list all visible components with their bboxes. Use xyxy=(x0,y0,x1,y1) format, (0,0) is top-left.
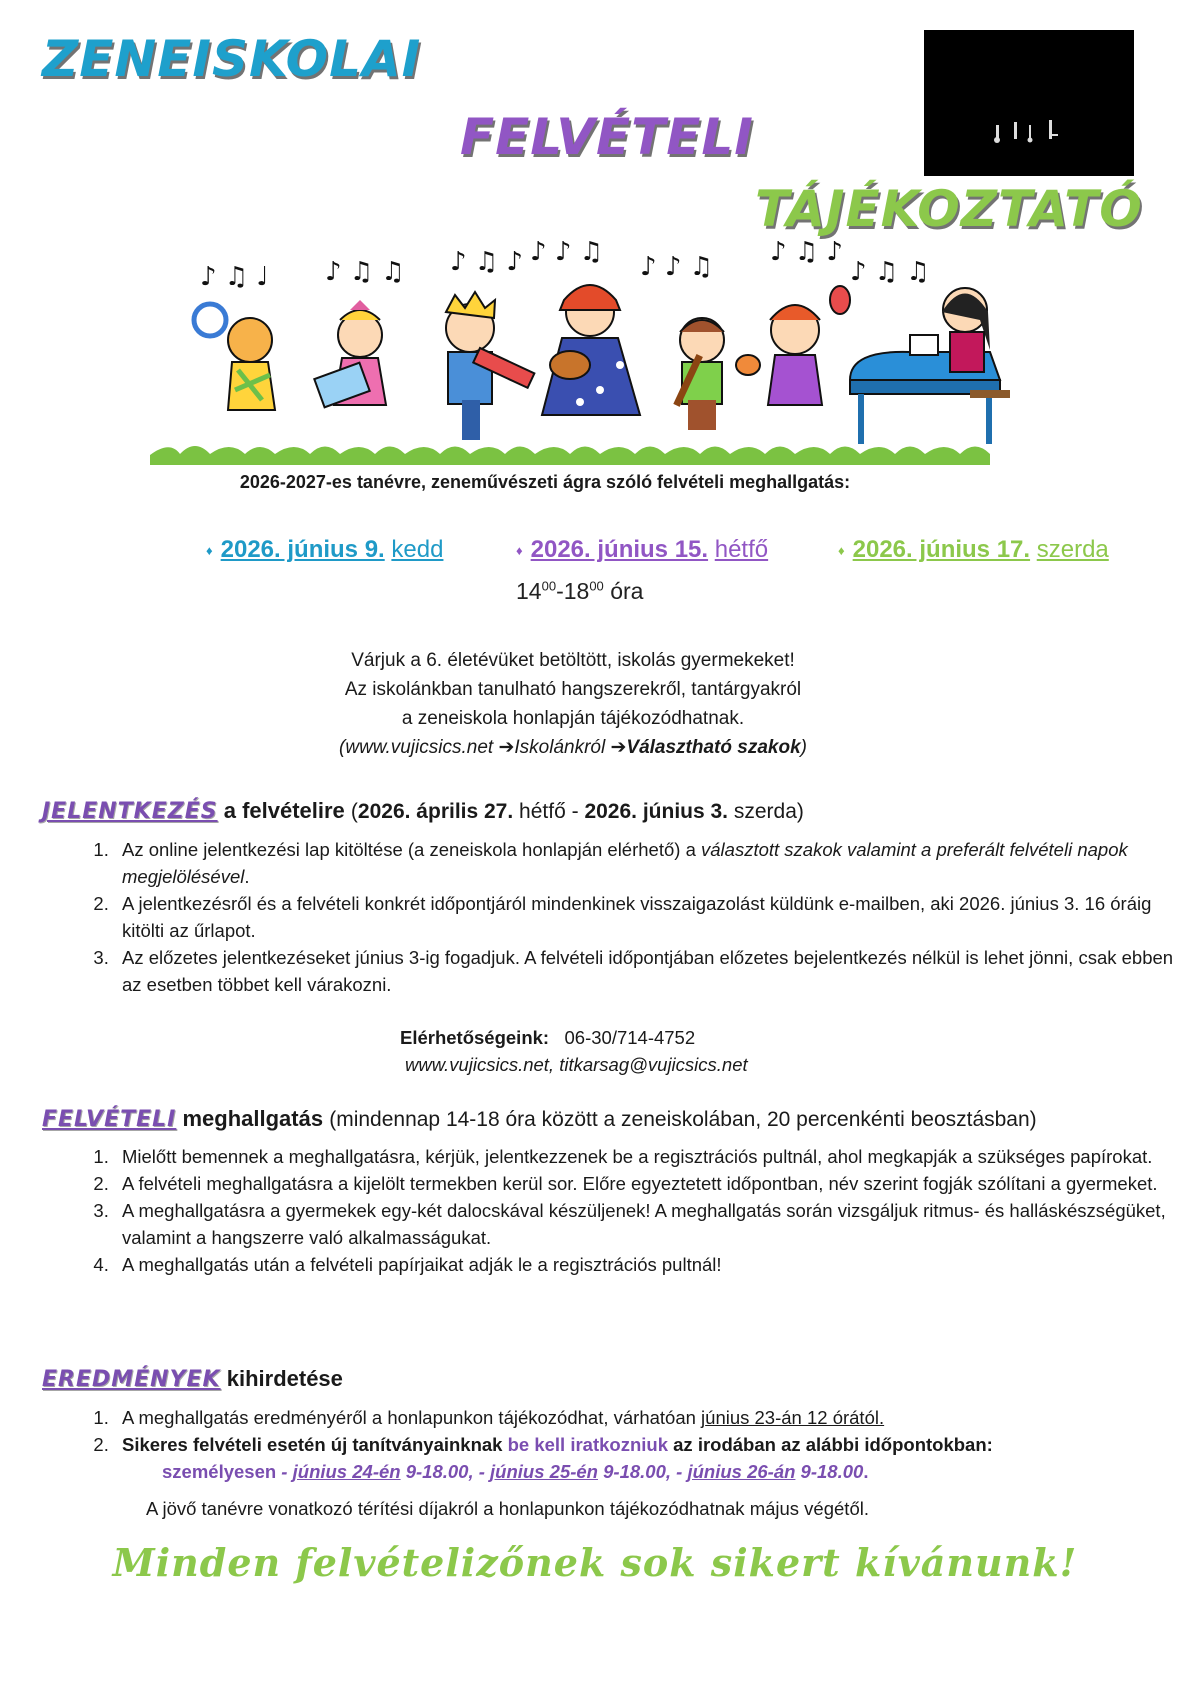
arrow-right-icon: ➔ xyxy=(498,737,515,758)
title-tajekoztato: TÁJÉKOZTATÓ xyxy=(755,180,1143,238)
section-keyword: EREDMÉNYEK xyxy=(42,1367,221,1392)
section-heading-audition: FELVÉTELI meghallgatás (mindennap 14-18 óra között a zeneiskolában, 20 percenkénti beosztásban) xyxy=(42,1106,1037,1132)
audition-date-3 xyxy=(838,536,1109,564)
date-value: 2026. június 9. xyxy=(220,536,385,563)
children-music-illustration xyxy=(150,240,1050,465)
list-item: 2. A jelentkezésről és a felvételi konkrét időpontjáról mindenkinek visszaigazolást küldünk e-mailben, aki 2026. június 3. 16 óráig kitölti az űrlapot. xyxy=(114,890,1190,944)
fee-note: A jövő tanévre vonatkozó térítési díjakról a honlapunkon tájékozódhatnak május végétől. xyxy=(146,1498,869,1519)
date-day: szerda xyxy=(1036,536,1109,563)
audition-subtitle: 2026-2027-es tanévre, zeneművészeti ágra szóló felvételi meghallgatás: xyxy=(239,472,851,492)
intro-line: Az iskolánkban tanulható hangszerekről, tantárgyakról xyxy=(344,679,802,700)
audition-date-2 xyxy=(516,536,768,564)
intro-line: a zeneiskola honlapján tájékozódhatnak. xyxy=(401,708,745,729)
results-list xyxy=(72,1404,1190,1485)
section-keyword: JELENTKEZÉS xyxy=(42,799,218,824)
website-link[interactable]: www.vujicsics.net xyxy=(345,737,494,758)
registration-list xyxy=(72,836,1190,998)
title-felveteli: FELVÉTELI xyxy=(460,108,754,166)
list-item: 1. Mielőtt bemennek a meghallgatásra, kérjük, jelentkezzenek be a regisztrációs pultnál, ahol megkapják a szükséges papírokat. xyxy=(114,1143,1190,1170)
intro-line: Várjuk a 6. életévüket betöltött, iskolás gyermekeket! xyxy=(351,650,795,671)
svg-text:♪ ♫ ♫: ♪ ♫ ♫ xyxy=(850,257,930,287)
intro-text xyxy=(0,646,1168,762)
arrow-right-icon: ➔ xyxy=(610,737,627,758)
section-heading-results: EREDMÉNYEK kihirdetése xyxy=(42,1366,343,1392)
contact-info xyxy=(400,1024,748,1078)
contact-web-email[interactable]: www.vujicsics.net, titkarsag@vujicsics.net xyxy=(405,1054,748,1075)
date-value: 2026. június 17. xyxy=(852,536,1031,563)
date-value: 2026. június 15. xyxy=(530,536,709,563)
svg-text:♪ ♫ ♪: ♪ ♫ ♪ xyxy=(770,240,844,267)
audition-date-1 xyxy=(206,536,443,564)
svg-text:♪ ♪ ♫: ♪ ♪ ♫ xyxy=(530,240,604,267)
school-logo xyxy=(924,30,1134,176)
logo-graphic xyxy=(924,30,1134,176)
diamond-bullet-icon: ♦ xyxy=(838,543,845,559)
svg-text:♪ ♫ ♫: ♪ ♫ ♫ xyxy=(325,257,405,287)
list-item: 2. A felvételi meghallgatásra a kijelölt termekben kerül sor. Előre egyeztetett időpontban, név szerint fogják szólítani a gyermeket. xyxy=(114,1170,1190,1197)
diamond-bullet-icon: ♦ xyxy=(516,543,523,559)
list-item: 3. Az előzetes jelentkezéseket június 3-ig fogadjuk. A felvételi időpontjában előzetes bejelentkezés nélkül is lehet jönni, csak ebben az esetben többet kell várakozni. xyxy=(114,944,1190,998)
list-item: 2. Sikeres felvételi esetén új tanítványainknak be kell iratkozniuk az irodában az alábbi időpontokban: személyesen - június 24-én 9-18.00, - június 25-én 9-18.00, - június 26-án 9-18.00. xyxy=(114,1431,1190,1485)
audition-list xyxy=(72,1143,1190,1278)
list-item: 4. A meghallgatás után a felvételi papírjaikat adják le a regisztrációs pultnál! xyxy=(114,1251,1190,1278)
section-heading-registration: JELENTKEZÉS a felvételire (2026. április 27. hétfő - 2026. június 3. szerda) xyxy=(42,798,804,824)
list-item: 1. Az online jelentkezési lap kitöltése (a zeneiskola honlapján elérhető) a választott szakok valamint a preferált felvételi napok megjelölésével. xyxy=(114,836,1190,890)
title-zeneiskolai: ZENEISKOLAI xyxy=(42,30,422,88)
closing-message: Minden felvételizőnek sok sikert kívánunk! xyxy=(112,1540,1078,1585)
contact-phone[interactable]: 06-30/714-4752 xyxy=(564,1027,696,1048)
svg-text:♪ ♫ ♪: ♪ ♫ ♪ xyxy=(450,247,524,277)
section-keyword: FELVÉTELI xyxy=(42,1107,177,1132)
date-day: kedd xyxy=(391,536,444,563)
website-path: (www.vujicsics.net ➔Iskolánkról ➔Választható szakok) xyxy=(339,737,807,758)
diamond-bullet-icon: ♦ xyxy=(206,543,213,559)
list-item: 3. A meghallgatásra a gyermekek egy-két dalocskával készüljenek! A meghallgatás során vizsgáljuk ritmus- és halláskészségüket, valamint a hangszerre való alkalmasságukat. xyxy=(114,1197,1190,1251)
enrollment-schedule: személyesen - június 24-én 9-18.00, - június 25-én 9-18.00, - június 26-án 9-18.00. xyxy=(162,1461,869,1482)
date-day: hétfő xyxy=(714,536,769,563)
audition-time: $14^{00}-18^{00}$ óra xyxy=(516,578,644,604)
contact-label: Elérhetőségeink: xyxy=(400,1027,550,1048)
svg-text:♪ ♪ ♫: ♪ ♪ ♫ xyxy=(640,252,714,282)
svg-text:♪ ♫ ♩: ♪ ♫ ♩ xyxy=(200,262,269,292)
list-item: 1. A meghallgatás eredményéről a honlapunkon tájékozódhat, várhatóan június 23-án 12 órától. xyxy=(114,1404,1190,1431)
